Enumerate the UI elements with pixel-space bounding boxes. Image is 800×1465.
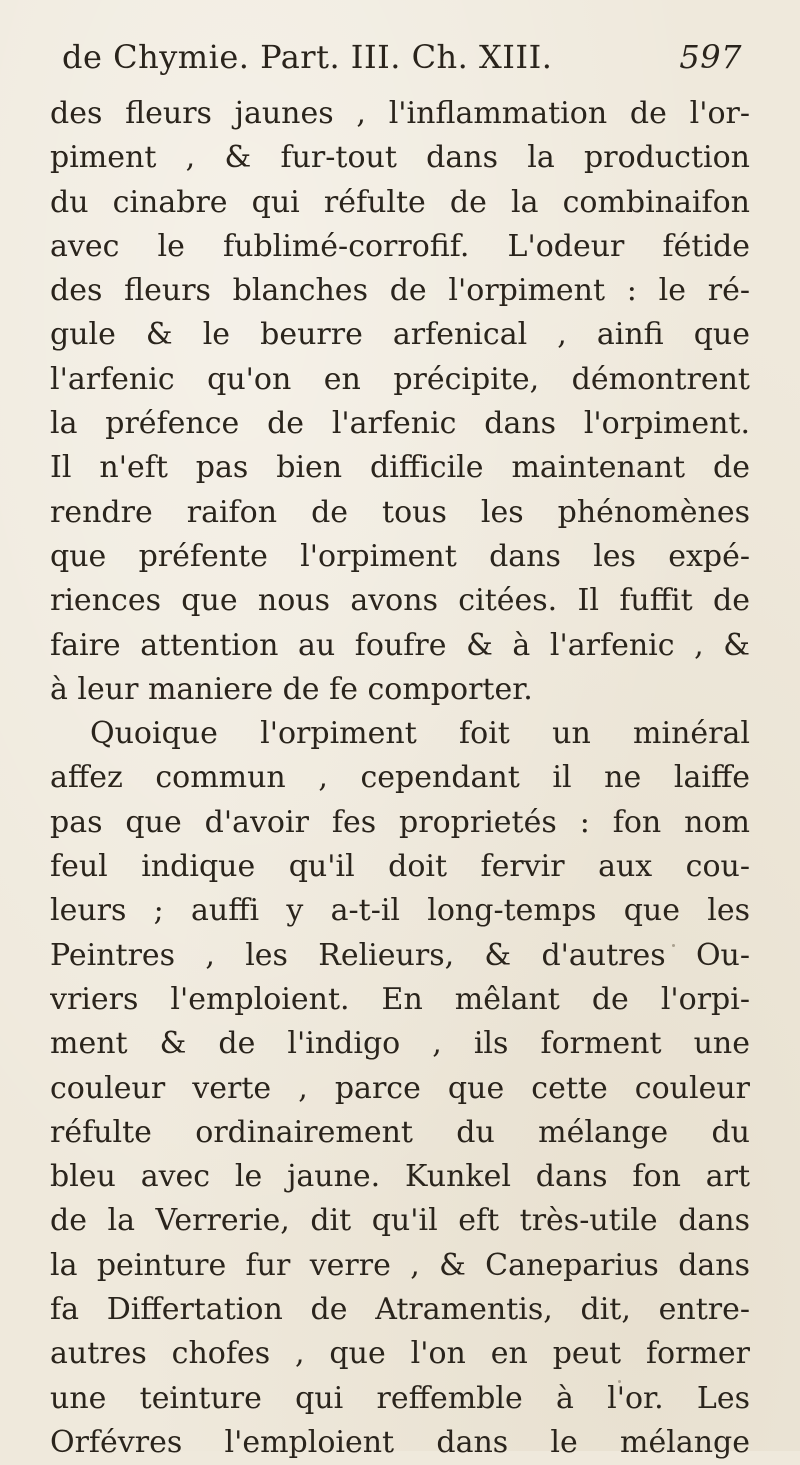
text-line: vriers l'emploient. En mêlant de l'orpi- (50, 981, 750, 1017)
text-line: Orfévres l'emploient dans le mélange (50, 1424, 750, 1460)
text-line: feul indique qu'il doit fervir aux cou- (50, 849, 750, 885)
text-line: à leur maniere de fe comporter. (50, 671, 533, 707)
text-line: bleu avec le jaune. Kunkel dans fon art (50, 1159, 750, 1195)
text-line: faire attention au foufre & à l'arfenic , & (50, 627, 750, 663)
text-line: autres chofes , que l'on en peut former (50, 1336, 750, 1372)
page-number: 597 (679, 38, 742, 76)
body-text (50, 92, 750, 1465)
text-line: ment & de l'indigo , ils forment une (50, 1026, 750, 1062)
text-line: du cinabre qui réfulte de la combinaifon (50, 184, 750, 220)
paper-speck (170, 1390, 173, 1393)
text-line: avec le fublimé-corrofif. L'odeur fétide (50, 228, 750, 264)
text-line: couleur verte , parce que cette couleur (50, 1070, 750, 1106)
text-line: l'arfenic qu'on en précipite, démontrent (50, 361, 750, 397)
text-line: leurs ; auffi y a-t-il long-temps que les (50, 893, 750, 929)
text-line: réfulte ordinairement du mélange du (50, 1114, 750, 1150)
running-head (62, 38, 742, 76)
paper-speck (672, 944, 675, 947)
text-line: rendre raifon de tous les phénomènes (50, 494, 750, 530)
text-line: riences que nous avons citées. Il fuffit de (50, 583, 750, 619)
text-line: de la Verrerie, dit qu'il eft très-utile dans (50, 1203, 750, 1239)
running-title: de Chymie. Part. III. Ch. XIII. (62, 38, 553, 76)
text-line: Il n'eft pas bien difficile maintenant de (50, 450, 750, 486)
text-line: des fleurs jaunes , l'inflammation de l'or- (50, 96, 750, 131)
text-line: une teinture qui reffemble à l'or. Les (50, 1380, 750, 1416)
text-line: que préfente l'orpiment dans les expé- (50, 538, 750, 574)
paragraph-first-line: Quoique l'orpiment foit un minéral (90, 716, 750, 752)
text-line: pas que d'avoir fes proprietés : fon nom (50, 804, 750, 840)
text-line: la peinture fur verre , & Caneparius dans (50, 1247, 750, 1283)
paper-speck (618, 1380, 621, 1383)
text-line: des fleurs blanches de l'orpiment : le ré- (50, 273, 750, 309)
text-line: gule & le beurre arfenical , ainfi que (50, 317, 750, 353)
text-line: la préfence de l'arfenic dans l'orpiment. (50, 406, 750, 442)
text-line: piment , & fur-tout dans la production (50, 140, 750, 176)
text-line: fa Differtation de Atramentis, dit, entre- (50, 1292, 750, 1328)
text-line: affez commun , cependant il ne laiffe (50, 760, 750, 796)
text-line: Peintres , les Relieurs, & d'autres Ou- (50, 937, 750, 973)
